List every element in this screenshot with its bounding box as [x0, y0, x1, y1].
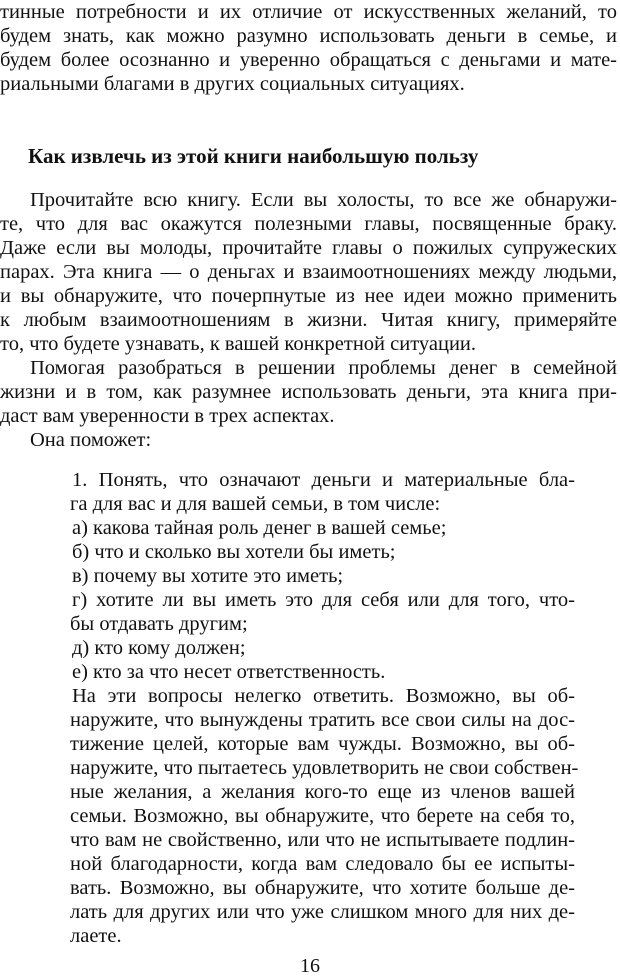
paragraph2-line-2: жизни и в том, как разумнее использовать деньги, эта книга при- — [0, 381, 617, 403]
questions-line-3: тижение целей, которые вам чужды. Возможно, вы об- — [70, 733, 575, 755]
item1-line-1: 1. Понять, что означают деньги и материальные бла- — [72, 469, 575, 491]
subitem-c: в) почему вы хотите это иметь; — [72, 565, 344, 587]
intro-line-2: будем знать, как можно разумно использовать деньги в семье, и — [0, 25, 617, 47]
questions-line-5: ные желания, а желания кого-то еще из членов вашей — [70, 781, 575, 803]
paragraph1-line-3: Даже если вы молоды, прочитайте главы о пожилых супружеских — [0, 237, 617, 259]
section-heading: Как извлечь из этой книги наибольшую пользу — [28, 144, 479, 168]
questions-line-6: семьи. Возможно, вы обнаружите, что берете на себя то, — [70, 805, 575, 827]
intro-line-4: риальными благами в других социальных ситуациях. — [0, 73, 465, 95]
paragraph1-line-4: парах. Эта книга — о деньгах и взаимоотношениях между людьми, — [0, 261, 617, 283]
subitem-f: е) кто за что несет ответственность. — [72, 661, 386, 683]
page-number: 16 — [300, 955, 320, 977]
questions-line-4: наружите, что пытаетесь удовлетворить не свои собствен- — [70, 757, 579, 779]
paragraph2-line-1: Помогая разобраться в решении проблемы денег в семейной — [30, 357, 617, 379]
subitem-e: д) кто кому должен; — [72, 637, 246, 659]
paragraph1-line-1: Прочитайте всю книгу. Если вы холосты, то все же обнаружи- — [30, 189, 617, 211]
intro-line-3: будем более осознанно и уверенно обращаться с деньгами и мате- — [0, 49, 617, 71]
questions-line-2: наружите, что вынуждены тратить все свои силы на дос- — [70, 709, 575, 731]
questions-line-11: лаете. — [70, 925, 122, 947]
item1-line-2: га для вас и для вашей семьи, в том числе: — [70, 493, 441, 515]
questions-line-8: ной благодарности, когда вам следовало бы ее испыты- — [70, 853, 575, 875]
paragraph1-line-2: те, что для вас окажутся полезными главы, посвященные браку. — [0, 213, 617, 235]
paragraph2-line-3: даст вам уверенности в трех аспектах. — [0, 405, 335, 427]
subitem-b: б) что и сколько вы хотели бы иметь; — [72, 541, 396, 563]
subitem-a: а) какова тайная роль денег в вашей семье; — [72, 517, 447, 539]
questions-line-7: что вам не свойственно, или что не испытываете подлин- — [70, 829, 575, 851]
intro-line-1: тинные потребности и их отличие от искусственных желаний, то — [0, 1, 617, 23]
paragraph1-line-5: и вы обнаружите, что почерпнутые из нее идеи можно применить — [0, 285, 617, 307]
subitem-d-line-2: бы отдавать другим; — [70, 613, 248, 635]
questions-line-9: вать. Возможно, вы обнаружите, что хотите больше де- — [70, 877, 575, 899]
help-intro: Она поможет: — [30, 429, 152, 451]
subitem-d-line-1: г) хотите ли вы иметь это для себя или для того, что- — [72, 589, 575, 611]
questions-line-1: На эти вопросы нелегко ответить. Возможно, вы об- — [72, 685, 575, 707]
paragraph1-line-6: к любым взаимоотношениям в жизни. Читая книгу, примеряйте — [0, 309, 617, 331]
questions-line-10: лать для других или что уже слишком много для них де- — [70, 901, 575, 923]
paragraph1-line-7: то, что будете узнавать, к вашей конкретной ситуации. — [0, 333, 477, 355]
